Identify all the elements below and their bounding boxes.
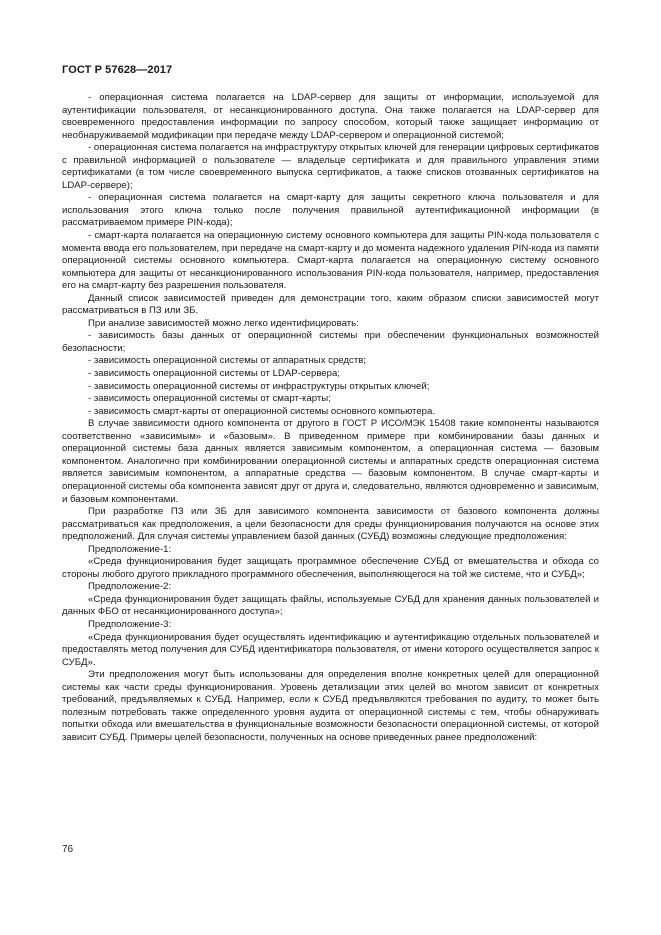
list-item: - зависимость операционной системы от инфраструктуры открытых ключей; (88, 380, 430, 392)
assumption-label: Предположение-3: (88, 618, 172, 630)
paragraph: Эти предположения могут быть использованы для определения вполне конкретных целей для операционной системы как части среды функционирования. Уровень детализации этих целей во многом зависит от конкретных требований, предъявляемых к СУБД. Например, если к СУБД предъявляются требования по аудиту, то может быть полезным потребовать также определенного уровня аудита от операционной системы с тем, чтобы обнаруживать попытки обхода или вмешательства в функциональные возможности безопасности операционной системы, от которой зависит СУБД. Примеры целей безопасности, полученных на основе приведенных ранее предположений: (62, 669, 599, 743)
paragraph: При разработке ПЗ или ЗБ для зависимого компонента зависимости от базового компонента должны рассматриваться как предположения, а цели безопасности для среды функционирования получаются на основе этих предположений. Для случая системы управлением базой данных (СУБД) возможны следующие предположения: (62, 506, 599, 543)
page-number: 76 (62, 844, 74, 855)
assumption-label: Предположение-1: (88, 543, 172, 555)
paragraph: - операционная система полагается на LDAP-сервер для защиты от информации, используемой для аутентификации пользователя, от несанкционированного доступа. Она также полагается на LDAP-сервер для своевременного предоставления информации по запросу способом, который также защищает информацию от необнаруживаемой модификации при передаче между LDAP-сервером и операционной системой; (62, 92, 599, 141)
paragraph: В случае зависимости одного компонента от другого в ГОСТ Р ИСО/МЭК 15408 такие компоненты называются соответственно «зависимым» и «базовым». В приведенном примере при комбинировании базы данных и операционной системы база данных является зависимым компонентом, а операционная система — базовым компонентом. Аналогично при комбинировании операционной системы и аппаратных средств операционная система является зависимым компонентом, а аппаратные средства — базовым компонентом. В случае смарт-карты и операционной системы оба компонента зависят друг от друга и, следовательно, являются одновременно и зависимым, и базовым компонентами. (62, 418, 599, 505)
list-item: - зависимость смарт-карты от операционной системы основного компьютера. (88, 405, 436, 417)
list-item: - зависимость операционной системы от аппаратных средств; (88, 355, 366, 367)
assumption-text: «Среда функционирования будет защищать программное обеспечение СУБД от вмешательства и обхода со стороны любого другого прикладного программного обеспечения, выполняющегося на той же системе, что и СУБД»; (62, 556, 599, 580)
paragraph: - операционная система полагается на смарт-карту для защиты секретного ключа пользователя и для использования этого ключа только после получения правильной аутентификационной информации (в рассматриваемом примере PIN-кода); (62, 192, 599, 229)
paragraph: При анализе зависимостей можно легко идентифицировать: (88, 317, 359, 329)
paragraph: - операционная система полагается на инфраструктуру открытых ключей для генерации цифровых сертификатов с правильной информацией о пользователе — владельце сертификата и для правильного управления этими сертификатами (в том числе своевременного выпуска сертификатов, а также списков отозванных сертификатов на LDAP-сервере); (62, 142, 599, 191)
assumption-text: «Среда функционирования будет защищать файлы, используемые СУБД для хранения данных пользователей и данных ФБО от несанкционированного доступа»; (62, 593, 599, 618)
paragraph: Данный список зависимостей приведен для демонстрации того, каким образом списки зависимостей могут рассматриваться в ПЗ или ЗБ. (62, 292, 599, 317)
list-item: - зависимость операционной системы от смарт-карты; (88, 393, 331, 405)
list-item: - зависимость операционной системы от LDAP-сервера; (88, 368, 340, 380)
assumption-text: «Среда функционирования будет осуществлять идентификацию и аутентификацию отдельных пользователей и предоставлять метод получения для СУБД идентификатора пользователя, от имени которого осуществляется запрос к СУБД». (62, 631, 599, 668)
list-item: - зависимость базы данных от операционной системы при обеспечении функциональных возможностей безопасности; (62, 330, 599, 354)
assumption-label: Предположение-2: (88, 581, 172, 593)
document-body (62, 92, 599, 744)
standard-header: ГОСТ Р 57628—2017 (62, 64, 173, 76)
paragraph: - смарт-карта полагается на операционную систему основного компьютера для защиты PIN-кода пользователя с момента ввода его пользователем, при передаче на смарт-карту и до момента надежного удаления PIN-кода из памяти операционной системы основного компьютера. Смарт-карта полагается на операционную систему основного компьютера для защиты от несанкционированного использования PIN-кода пользователя, например, предоставления его на смарт-карту без разрешения пользователя. (62, 230, 599, 292)
